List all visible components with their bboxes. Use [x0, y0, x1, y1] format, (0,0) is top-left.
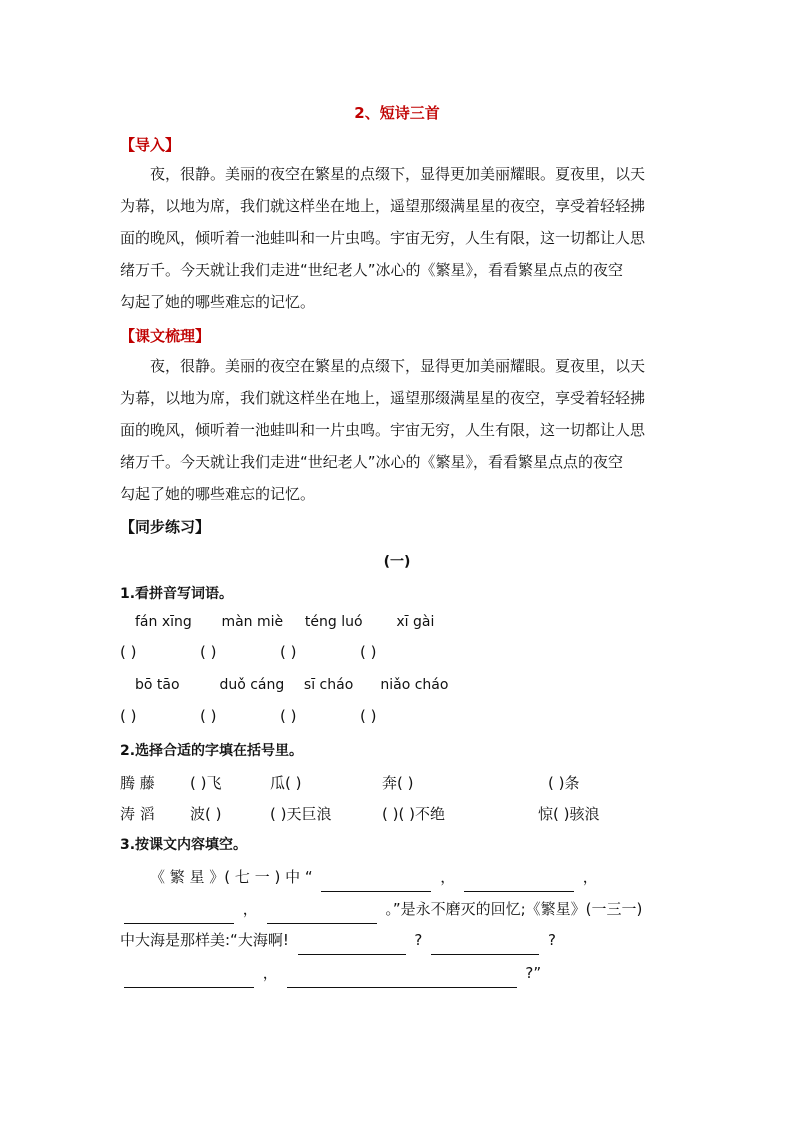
fill-item[interactable]: 波( )	[190, 805, 222, 823]
intro-line: 夜，很静。美丽的夜空在繁星的点缀下，显得更加美丽耀眼。夏夜里，以天	[150, 165, 646, 183]
answer-blank[interactable]	[287, 969, 517, 988]
review-paragraph	[120, 350, 680, 510]
fill-text: ，	[242, 900, 258, 918]
fill-line-2	[120, 894, 642, 924]
answer-blank[interactable]	[464, 873, 574, 892]
intro-line: 面的晚风，倾听着一池蛙叫和一片虫鸣。宇宙无穷，人生有限，这一切都让人思	[120, 229, 646, 247]
pinyin: xī gài	[396, 614, 435, 630]
pinyin: bō tāo	[135, 677, 180, 693]
pinyin: téng luó	[304, 614, 363, 630]
fill-item[interactable]: ( )条	[548, 774, 580, 792]
answer-row-2	[120, 707, 440, 725]
fill-item[interactable]: ( )天巨浪	[270, 805, 332, 823]
pinyin: màn miè	[221, 614, 284, 630]
intro-heading: 【导入】	[120, 136, 181, 154]
answer-blank[interactable]: ( )	[120, 707, 137, 725]
fill-line-4	[120, 958, 541, 988]
fill-line-3	[120, 925, 556, 955]
answer-blank[interactable]	[321, 873, 431, 892]
answer-blank[interactable]	[298, 936, 406, 955]
review-heading: 【课文梳理】	[120, 327, 211, 345]
pinyin-row-1	[135, 614, 434, 630]
pinyin: niǎo cháo	[380, 677, 449, 693]
question-2-label: 2.选择合适的字填在括号里。	[120, 743, 304, 759]
review-line: 夜，很静。美丽的夜空在繁星的点缀下，显得更加美丽耀眼。夏夜里，以天	[150, 357, 646, 375]
review-line: 绪万千。今天就让我们走进“世纪老人”冰心的《繁星》，看看繁星点点的夜空	[120, 453, 624, 471]
fill-text: ，	[440, 868, 456, 886]
pinyin: sī cháo	[303, 677, 354, 693]
answer-blank[interactable]: ( )	[120, 643, 137, 661]
answer-blank[interactable]: ( )	[280, 707, 297, 725]
fill-text: ，	[582, 868, 598, 886]
answer-blank[interactable]: ( )	[200, 643, 217, 661]
page-title: 2、短诗三首	[354, 104, 440, 122]
fill-text: 。”是永不磨灭的回忆;《繁星》(一三一)	[385, 900, 643, 918]
fill-text: ，	[262, 964, 278, 982]
answer-row-1	[120, 643, 440, 661]
pinyin: fán xīng	[135, 614, 192, 630]
intro-line: 绪万千。今天就让我们走进“世纪老人”冰心的《繁星》，看看繁星点点的夜空	[120, 261, 624, 279]
intro-paragraph	[120, 158, 680, 318]
fill-text: 《 繁 星 》( 七 一 ) 中 “	[150, 868, 313, 886]
fill-item[interactable]: ( )飞	[190, 774, 222, 792]
question-3-label: 3.按课文内容填空。	[120, 837, 248, 853]
answer-blank[interactable]: ( )	[360, 707, 377, 725]
pinyin-row-2	[135, 677, 448, 693]
fill-line-1	[150, 862, 598, 892]
answer-blank[interactable]	[124, 905, 234, 924]
review-line: 为幕，以地为席，我们就这样坐在地上，遥望那缀满星星的夜空，享受着轻轻拂	[120, 389, 646, 407]
review-line: 勾起了她的哪些难忘的记忆。	[120, 485, 316, 503]
pinyin: duǒ cáng	[219, 677, 285, 693]
intro-line: 为幕，以地为席，我们就这样坐在地上，遥望那缀满星星的夜空，享受着轻轻拂	[120, 197, 646, 215]
char-pair: 腾 藤	[120, 774, 155, 792]
fill-text: 中大海是那样美:“大海啊!	[120, 931, 289, 949]
review-line: 面的晚风，倾听着一池蛙叫和一片虫鸣。宇宙无穷，人生有限，这一切都让人思	[120, 421, 646, 439]
fill-item[interactable]: 瓜( )	[270, 774, 302, 792]
answer-blank[interactable]	[124, 969, 254, 988]
practice-heading: 【同步练习】	[120, 518, 211, 536]
fill-text: ?	[547, 931, 556, 949]
fill-text: ?”	[525, 964, 542, 982]
intro-line: 勾起了她的哪些难忘的记忆。	[120, 293, 316, 311]
fill-item[interactable]: ( )( )不绝	[382, 805, 445, 823]
answer-blank[interactable]	[267, 905, 377, 924]
question-1-label: 1.看拼音写词语。	[120, 586, 234, 602]
char-pair: 涛 滔	[120, 805, 155, 823]
answer-blank[interactable]: ( )	[200, 707, 217, 725]
fill-item[interactable]: 奔( )	[382, 774, 414, 792]
section-number: (一)	[383, 554, 411, 570]
answer-blank[interactable]: ( )	[360, 643, 377, 661]
answer-blank[interactable]: ( )	[280, 643, 297, 661]
answer-blank[interactable]	[431, 936, 539, 955]
fill-text: ?	[414, 931, 423, 949]
fill-item[interactable]: 惊( )骇浪	[538, 805, 600, 823]
